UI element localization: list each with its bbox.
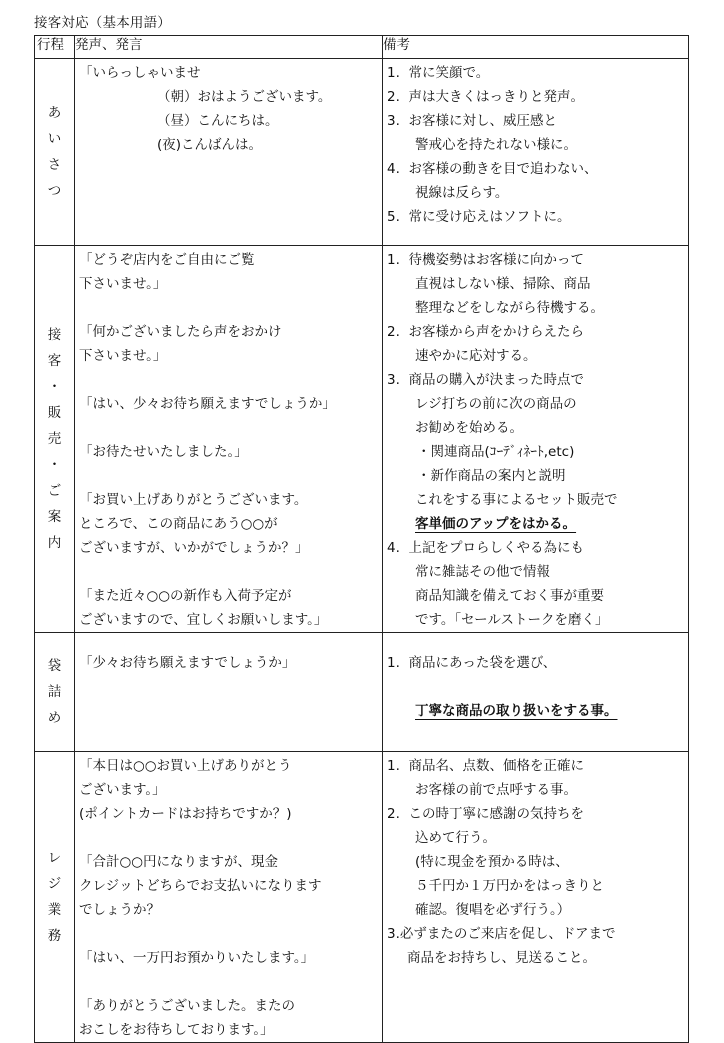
speech-cell: 「少々お待ち願えますでしょうか」 <box>75 633 383 752</box>
table-header-row <box>35 36 689 59</box>
notes-cell: 1. 常に笑顔で。 2. 声は大きくはっきりと発声。 3. お客様に対し、威圧感と 警戒心を持たれない様に。 4. お客様の動きを目で追わない、 視線は反らす。 5. 常に受け応えはソフトに。 <box>383 59 689 246</box>
speech-cell: 「どうぞ店内をご自由にご覧 下さいませ。」 「何かございましたら声をおかけ 下さいませ。」 「はい、少々お待ち願えますでしょうか」 「お待たせいたしました。」 「お買い上げありがとうございます。 ところで、この商品にあう○○が ございますが、いかがでしょうか？」 「また近々○○の新作も入荷予定が ございますので、宜しくお願いします。」 <box>75 246 383 633</box>
notes-cell: 1. 商品にあった袋を選び、 丁寧な商品の取り扱いをする事。 <box>383 633 689 752</box>
stage-cell: レ ジ 業 務 <box>35 752 75 1043</box>
emphasis-text: 丁寧な商品の取り扱いをする事。 <box>415 703 618 719</box>
table-row-register <box>35 752 689 1043</box>
notes-cell: 1. 商品名、点数、価格を正確に お客様の前で点呼する事。 2. この時丁寧に感謝の気持ちを 込めて行う。 (特に現金を預かる時は、 ５千円か１万円かをはっきりと 確認。復唱を必ず行う。） 3.必ずまたのご来店を促し、ドアまで 商品をお持ちし、見送ること。 <box>383 752 689 1043</box>
speech-cell: 「いらっしゃいませ （朝）おはようございます。 （昼）こんにちは。 (夜)こんばんは。 <box>75 59 383 246</box>
header-notes: 備考 <box>383 36 689 59</box>
stage-cell: 接 客 ・ 販 売 ・ ご 案 内 <box>35 246 75 633</box>
table-row-bagging <box>35 633 689 752</box>
service-phrase-table <box>34 35 689 1043</box>
stage-cell: あ い さ つ <box>35 59 75 246</box>
header-speech: 発声、発言 <box>75 36 383 59</box>
speech-cell: 「本日は○○お買い上げありがとう ございます。」 (ポイントカードはお持ちですか？) 「合計○○円になりますが、現金 クレジットどちらでお支払いになります でしょうか？ 「はい、一万円お預かりいたします。」 「ありがとうございました。またの おこしをお待ちしております。」 <box>75 752 383 1043</box>
stage-cell: 袋 詰 め <box>35 633 75 752</box>
table-row-sales <box>35 246 689 633</box>
emphasis-text: 客単価のアップをはかる。 <box>415 516 577 532</box>
table-row-greeting <box>35 59 689 246</box>
page-title: 接客対応（基本用語） <box>34 15 171 31</box>
header-stage: 行程 <box>35 36 75 59</box>
notes-cell: 1. 待機姿勢はお客様に向かって 直視はしない様、掃除、商品 整理などをしながら待機する。 2. お客様から声をかけらえたら 速やかに応対する。 3. 商品の購入が決まった時点で レジ打ちの前に次の商品の お勧めを始める。 ・関連商品(ｺｰﾃﾞｨﾈｰﾄ,etc) ・新作商品の案内と説明 これをする事によるセット販売で 客単価のアップをはかる。 4. 上記をプロらしくやる為にも 常に雑誌その他で情報 商品知識を備えておく事が重要 です。「セールストークを磨く」 <box>383 246 689 633</box>
